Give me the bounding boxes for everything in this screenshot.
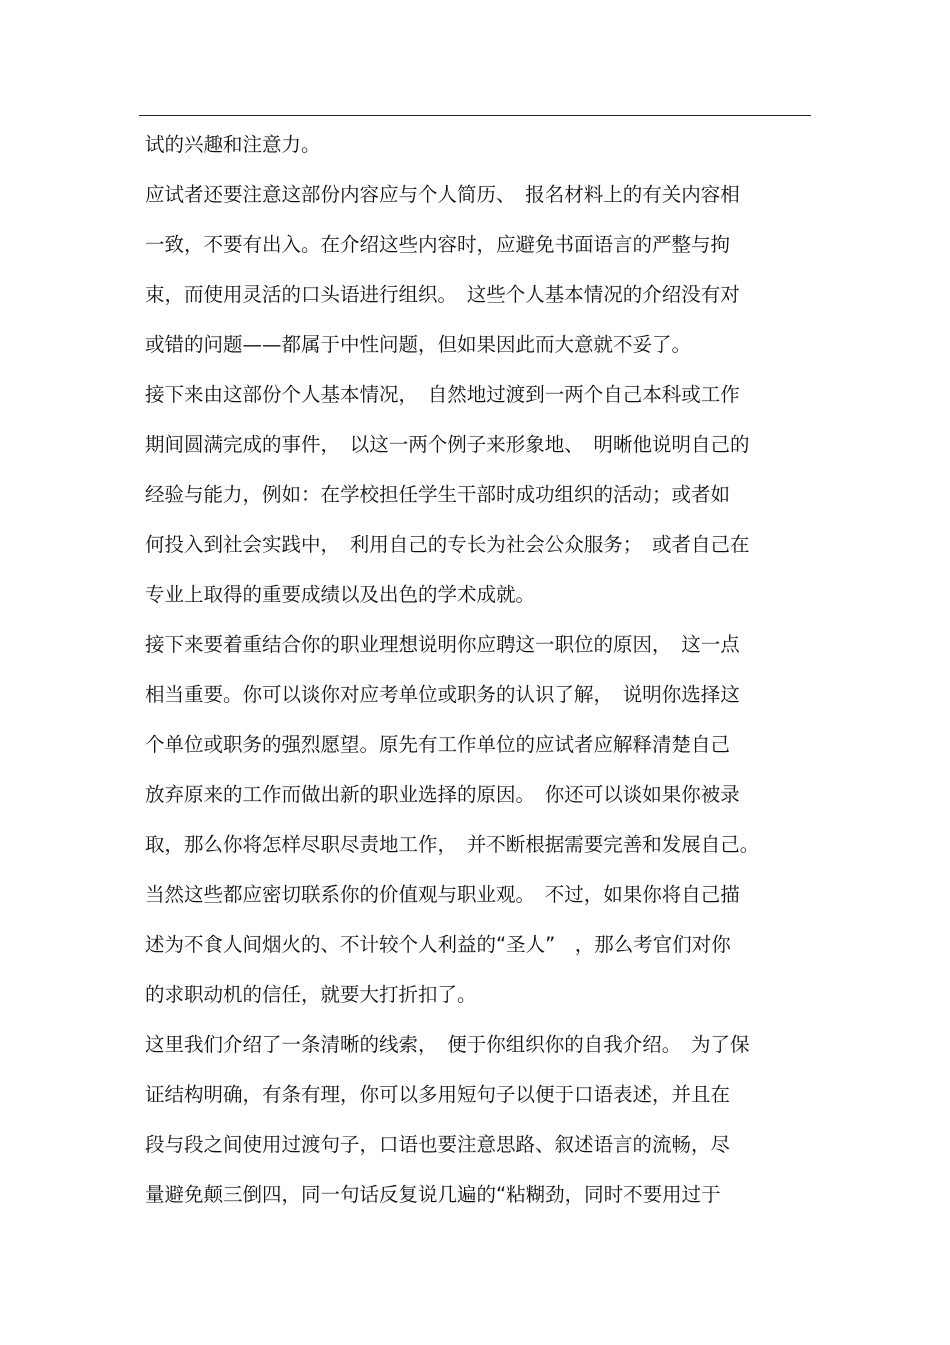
text-line: 述为不食人间烟火的、不计较个人利益的“圣人” ，那么考官们对你 — [145, 933, 731, 956]
text-line: 证结构明确，有条有理，你可以多用短句子以便于口语表述，并且在 — [145, 1083, 731, 1106]
header-rule — [139, 115, 811, 116]
text-line: 应试者还要注意这部份内容应与个人简历、 报名材料上的有关内容相 — [145, 183, 740, 206]
text-line: 相当重要。你可以谈你对应考单位或职务的认识了解， 说明你选择这 — [145, 683, 740, 706]
text-line: 量避免颠三倒四，同一句话反复说几遍的“粘糊劲，同时不要用过于 — [145, 1183, 721, 1206]
text-line: 的求职动机的信任，就要大打折扣了。 — [145, 983, 477, 1006]
text-line: 个单位或职务的强烈愿望。原先有工作单位的应试者应解释清楚自己 — [145, 733, 731, 756]
text-line: 期间圆满完成的事件， 以这一两个例子来形象地、 明晰他说明自己的 — [145, 433, 750, 456]
text-line: 束，而使用灵活的口头语进行组织。 这些个人基本情况的介绍没有对 — [145, 283, 740, 306]
text-line: 接下来由这部份个人基本情况， 自然地过渡到一两个自己本科或工作 — [145, 383, 740, 406]
text-line: 接下来要着重结合你的职业理想说明你应聘这一职位的原因， 这一点 — [145, 633, 740, 656]
text-line: 这里我们介绍了一条清晰的线索， 便于你组织你的自我介绍。 为了保 — [145, 1033, 750, 1056]
body-text — [145, 130, 815, 1230]
text-line: 取，那么你将怎样尽职尽责地工作， 并不断根据需要完善和发展自己。 — [145, 833, 760, 856]
text-line: 何投入到社会实践中， 利用自己的专长为社会公众服务； 或者自己在 — [145, 533, 750, 556]
text-line: 一致，不要有出入。在介绍这些内容时，应避免书面语言的严整与拘 — [145, 233, 731, 256]
text-line: 放弃原来的工作而做出新的职业选择的原因。 你还可以谈如果你被录 — [145, 783, 740, 806]
text-line: 段与段之间使用过渡句子，口语也要注意思路、叙述语言的流畅，尽 — [145, 1133, 731, 1156]
text-line: 当然这些都应密切联系你的价值观与职业观。 不过，如果你将自己描 — [145, 883, 740, 906]
text-line: 试的兴趣和注意力。 — [145, 133, 321, 156]
text-line: 专业上取得的重要成绩以及出色的学术成就。 — [145, 583, 536, 606]
text-line: 或错的问题——都属于中性问题，但如果因此而大意就不妥了。 — [145, 333, 692, 356]
text-line: 经验与能力，例如：在学校担任学生干部时成功组织的活动；或者如 — [145, 483, 731, 506]
